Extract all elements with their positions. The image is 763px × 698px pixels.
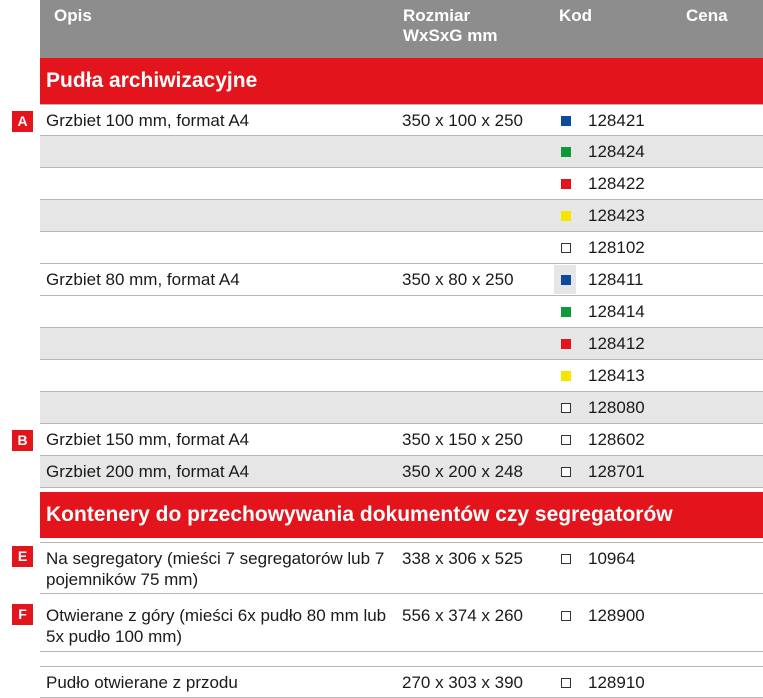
marker-f: F [12, 604, 33, 625]
color-swatch-red [561, 179, 571, 189]
header-size [403, 6, 497, 46]
table-row [40, 200, 763, 232]
table-row [40, 392, 763, 424]
section-title-containers [40, 492, 763, 538]
color-swatch-white [561, 403, 571, 413]
row-code: 128412 [588, 334, 645, 353]
color-swatch-red [561, 339, 571, 349]
row-size: 270 x 303 x 390 [402, 673, 523, 692]
header-size-line1: Rozmiar [403, 6, 471, 25]
color-swatch-white [561, 554, 571, 564]
table-row [40, 666, 763, 698]
row-desc: Grzbiet 100 mm, format A4 [46, 111, 250, 130]
row-size: 556 x 374 x 260 [402, 606, 523, 625]
row-code: 128701 [588, 462, 645, 481]
color-swatch-white [561, 243, 571, 253]
row-size: 350 x 200 x 248 [402, 462, 523, 481]
row-desc: Pudło otwierane z przodu [46, 673, 238, 692]
row-code: 128414 [588, 302, 645, 321]
row-code: 128102 [588, 238, 645, 257]
color-swatch-blue [561, 275, 571, 285]
table-header [40, 0, 763, 58]
header-code: Kod [559, 6, 593, 25]
row-desc: Grzbiet 80 mm, format A4 [46, 270, 240, 289]
row-size: 350 x 150 x 250 [402, 430, 523, 449]
section-title-text: Pudła archiwizacyjne [46, 69, 258, 92]
table-row [40, 424, 763, 456]
header-desc: Opis [54, 6, 92, 25]
table-row [40, 360, 763, 392]
table-row [40, 168, 763, 200]
row-desc: Na segregatory (mieści 7 segregatorów lub 7 pojemników 75 mm) [46, 549, 385, 589]
row-desc: Grzbiet 200 mm, format A4 [46, 462, 250, 481]
header-price: Cena [686, 6, 728, 25]
color-swatch-white [561, 678, 571, 688]
marker-a: A [12, 111, 33, 132]
row-code: 10964 [588, 549, 636, 568]
color-swatch-yellow [561, 211, 571, 221]
marker-e: E [12, 546, 33, 567]
color-swatch-white [561, 467, 571, 477]
table-row [40, 456, 763, 488]
color-swatch-white [561, 435, 571, 445]
color-swatch-green [561, 147, 571, 157]
table-row [40, 542, 763, 594]
row-code: 128602 [588, 430, 645, 449]
color-swatch-white [561, 611, 571, 621]
row-code: 128900 [588, 606, 645, 625]
section-title-archive-boxes [40, 58, 763, 104]
section-title-text: Kontenery do przechowywania dokumentów czy segregatorów [46, 503, 673, 526]
row-code: 128910 [588, 673, 645, 692]
row-size: 350 x 100 x 250 [402, 111, 523, 130]
color-swatch-blue [561, 116, 571, 126]
row-code: 128080 [588, 398, 645, 417]
row-code: 128423 [588, 206, 645, 225]
table-row [40, 136, 763, 168]
header-size-line2: WxSxG mm [403, 26, 498, 45]
table-row [40, 232, 763, 264]
row-code: 128411 [588, 270, 644, 289]
table-row [40, 600, 763, 652]
row-code: 128421 [588, 111, 645, 130]
row-code: 128413 [588, 366, 645, 385]
color-swatch-green [561, 307, 571, 317]
row-code: 128424 [588, 142, 645, 161]
row-desc: Grzbiet 150 mm, format A4 [46, 430, 250, 449]
row-desc: Otwierane z góry (mieści 6x pudło 80 mm lub 5x pudło 100 mm) [46, 606, 387, 646]
table-row [40, 264, 763, 296]
color-swatch-yellow [561, 371, 571, 381]
row-size: 338 x 306 x 525 [402, 549, 523, 568]
table-row [40, 296, 763, 328]
marker-b: B [12, 430, 33, 451]
row-code: 128422 [588, 174, 645, 193]
table-row [40, 328, 763, 360]
table-row [40, 104, 763, 136]
row-size: 350 x 80 x 250 [402, 270, 514, 289]
